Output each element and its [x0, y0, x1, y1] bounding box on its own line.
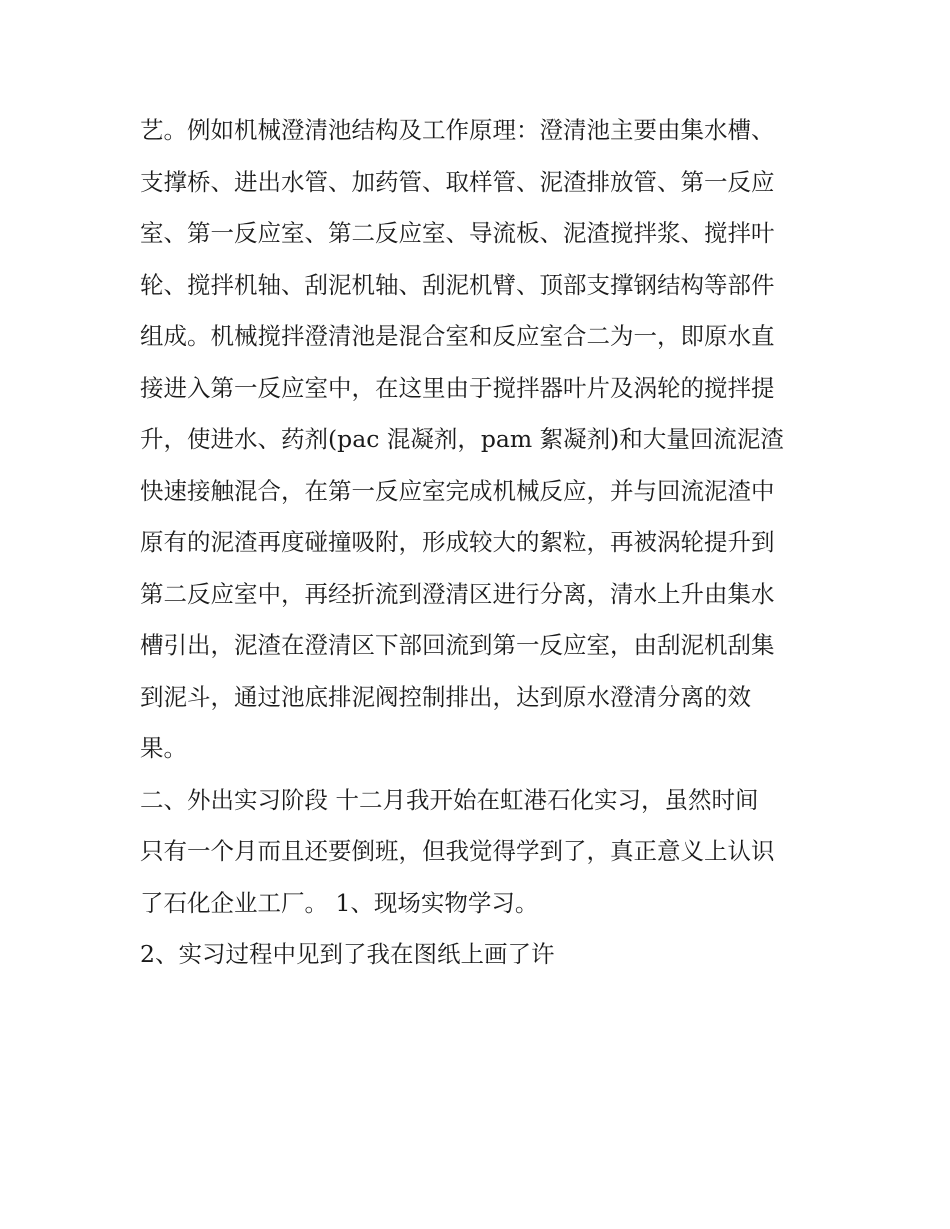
- text-line: 接进入第一反应室中，在这里由于搅拌器叶片及涡轮的搅拌提: [140, 373, 775, 402]
- text-line: 二、外出实习阶段 十二月我开始在虹港石化实习，虽然时间: [140, 785, 759, 814]
- text-line: 升，使进水、药剂(pac 混凝剂，pam 絮凝剂)和大量回流泥渣: [140, 425, 784, 453]
- text-line: 组成。机械搅拌澄清池是混合室和反应室合二为一，即原水直: [140, 322, 775, 350]
- text-line: 原有的泥渣再度碰撞吸附，形成较大的絮粒，再被涡轮提升到: [140, 528, 775, 556]
- text-line: 第二反应室中，再经折流到澄清区进行分离，清水上升由集水: [140, 579, 775, 608]
- text-line: 艺。例如机械澄清池结构及工作原理：澄清池主要由集水槽、: [140, 116, 775, 144]
- text-line: 轮、搅拌机轴、刮泥机轴、刮泥机臂、顶部支撑钢结构等部件: [140, 270, 775, 299]
- text-line: 支撑桥、进出水管、加药管、取样管、泥渣排放管、第一反应: [140, 167, 775, 196]
- text-line: 槽引出，泥渣在澄清区下部回流到第一反应室，由刮泥机刮集: [140, 631, 775, 659]
- text-line: 快速接触混合，在第一反应室完成机械反应，并与回流泥渣中: [140, 476, 775, 505]
- text-line: 只有一个月而且还要倒班，但我觉得学到了，真正意义上认识: [140, 837, 775, 865]
- body-text: [140, 107, 820, 983]
- text-line: 果。: [140, 734, 187, 762]
- text-line: 室、第一反应室、第二反应室、导流板、泥渣搅拌浆、搅拌叶: [140, 219, 775, 247]
- text-line: 2、实习过程中见到了我在图纸上画了许: [140, 940, 555, 968]
- text-line: 了石化企业工厂。 1、现场实物学习。: [140, 888, 539, 917]
- text-line: 到泥斗，通过池底排泥阀控制排出，达到原水澄清分离的效: [140, 682, 751, 711]
